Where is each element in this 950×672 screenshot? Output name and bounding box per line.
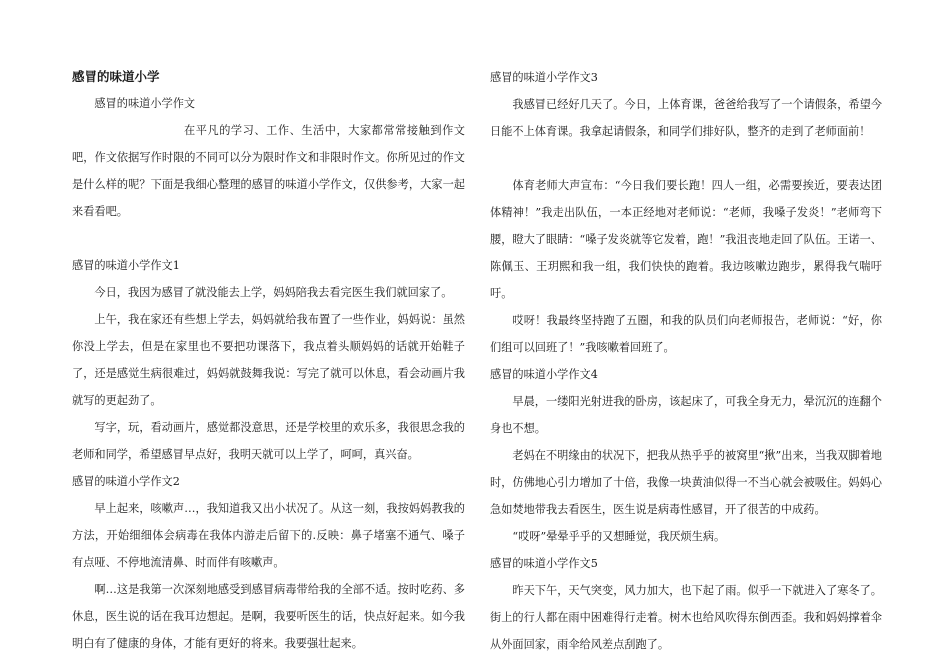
essay-2-paragraph: 早上起来，咳嗽声…，我知道我又出小状况了。从这一刻，我按妈妈教我的方法，开始细细体会病毒在我体内游走后留下的.反映：鼻子堵塞不通气、嗓子有点哑、不停地流清鼻、时而伴有咳嗽声。 [72, 502, 465, 569]
left-column [72, 64, 465, 657]
essay-3-paragraph: 我感冒已经好几天了。今日，上体育课，爸爸给我写了一个请假条，希望今日能不上体育课。我拿起请假条，和同学们排好队，整齐的走到了老师面前！ [490, 98, 882, 138]
intro-paragraph: 在平凡的学习、工作、生活中，大家都常常接触到作文吧，作文依据写作时限的不同可以分为限时作文和非限时作文。你所见过的作文是什么样的呢？下面是我细心整理的感冒的味道小学作文，仅供参考，大家一起来看看吧。 [72, 124, 465, 218]
essay-1-paragraph: 上午，我在家还有些想上学去，妈妈就给我布置了一些作业，妈妈说：虽然你没上学去，但是在家里也不要把功课落下，我点着头顺妈妈的话就开始鞋子了，还是感觉生病很难过，妈妈就鼓舞我说：写完了就可以休息，看会动画片我就写的更起劲了。 [72, 313, 465, 407]
document-subtitle: 感冒的味道小学作文 [94, 97, 196, 110]
essay-2-paragraph: 啊…这是我第一次深刻地感受到感冒病毒带给我的全部不适。按时吃药、多休息，医生说的话在我耳边想起。是啊，我要听医生的话，快点好起来。如今我明白有了健康的身体，才能有更好的将来。我要强壮起来。 [72, 583, 465, 650]
essay-4-paragraph: “哎呀”晕晕乎乎的又想睡觉，我厌烦生病。 [512, 530, 726, 543]
essay-2-heading: 感冒的味道小学作文2 [72, 475, 180, 488]
essay-5-heading: 感冒的味道小学作文5 [490, 557, 598, 570]
essay-5-paragraph: 昨天下午，天气突变，风力加大，也下起了雨。似乎一下就进入了寒冬了。街上的行人都在雨中困难得行走着。树木也给风吹得东倒西歪。我和妈妈撑着伞从外面回家，雨伞给风差点刮跑了。 [490, 584, 882, 651]
essay-3-heading: 感冒的味道小学作文3 [490, 71, 598, 84]
essay-1-heading: 感冒的味道小学作文1 [72, 259, 180, 272]
essay-3-paragraph: 哎呀！我最终坚持跑了五圈，和我的队员们向老师报告，老师说：“好，你们组可以回班了！”我咳嗽着回班了。 [490, 314, 882, 354]
document-title: 感冒的味道小学 [72, 69, 160, 84]
essay-1-paragraph: 写字，玩，看动画片，感觉都没意思，还是学校里的欢乐多，我很思念我的老师和同学，希望感冒早点好，我明天就可以上学了，呵呵，真兴奋。 [72, 421, 465, 461]
essay-4-paragraph: 老妈在不明缘由的状况下，把我从热乎乎的被窝里“揪”出来，当我双脚着地时，仿佛地心引力增加了十倍，我像一块黄油似得一不当心就会被吸住。妈妈心急如焚地带我去看医生，医生说是病毒性感冒，开了很苦的中成药。 [490, 449, 882, 516]
essay-1-paragraph: 今日，我因为感冒了就没能去上学，妈妈陪我去看完医生我们就回家了。 [94, 286, 453, 299]
right-column [490, 64, 882, 658]
essay-3-paragraph: 体育老师大声宣布：“今日我们要长跑！四人一组，必需要挨近，要表达团体精神！”我走出队伍，一本正经地对老师说：“老师，我嗓子发炎！”老师弯下腰，瞪大了眼睛：“嗓子发炎就等它发着，跑！”我沮丧地走回了队伍。王诺一、陈佩玉、王玥熙和我一组，我们快快的跑着。我边咳嗽边跑步，累得我气喘吁吁。 [490, 179, 882, 300]
essay-4-paragraph: 早晨，一缕阳光射进我的卧房，该起床了，可我全身无力，晕沉沉的连翻个身也不想。 [490, 395, 882, 435]
essay-4-heading: 感冒的味道小学作文4 [490, 368, 598, 381]
